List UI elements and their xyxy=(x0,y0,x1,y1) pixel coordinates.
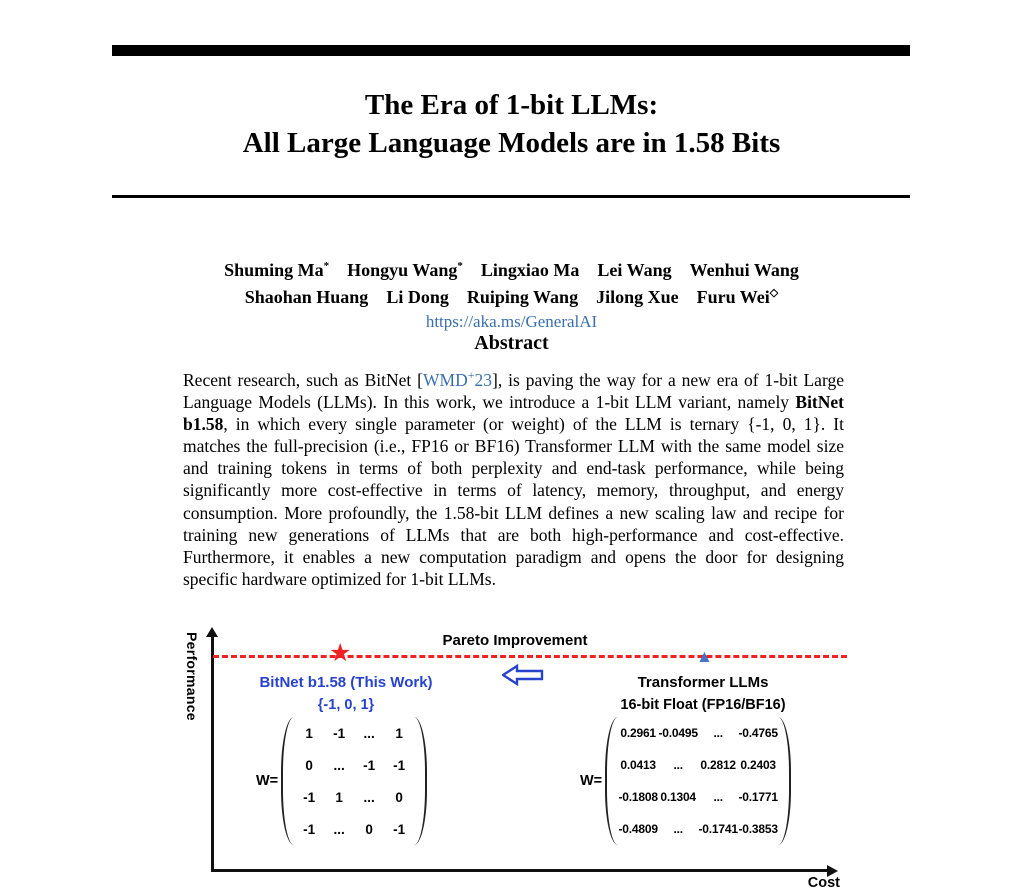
title-divider-rule xyxy=(112,195,910,198)
matrix-cell: ... xyxy=(363,725,375,741)
matrix-cell: -1 xyxy=(303,821,316,837)
author-name: Furu Wei◇ xyxy=(696,287,779,307)
left-block-arrow-icon xyxy=(502,664,544,686)
author-name: Lei Wang xyxy=(597,260,672,280)
matrix-grid xyxy=(618,717,778,845)
paper-title xyxy=(0,86,1023,162)
pareto-figure xyxy=(0,624,1023,890)
matrix-row xyxy=(294,717,414,749)
performance-dashed-line xyxy=(213,655,847,658)
abstract-run: , in which every single parameter (or weight) of the LLM is ternary {-1, 0, 1}. It matches the full-precision (i.e., FP16 or BF16) Transformer LLM with the same model size and training tokens in terms of both perplexity and end-task performance, while being significantly more cost-effective in terms of latency, memory, throughput, and energy consumption. More profoundly, the 1.58-bit LLM defines a new scaling law and recipe for training new generations of LLMs that are both high-performance and cost-effective. Furthermore, it enables a new computation paradigm and opens the door for designing specific hardware optimized for 1-bit LLMs. xyxy=(183,414,844,589)
abstract-text xyxy=(183,369,844,590)
author-name: Jilong Xue xyxy=(596,287,679,307)
citation-link[interactable]: + xyxy=(467,368,475,383)
matrix-cell: -0.4809 xyxy=(618,822,658,836)
w-equals-label: W= xyxy=(256,773,279,789)
matrix-row xyxy=(618,717,778,749)
abstract-heading: Abstract xyxy=(474,332,549,354)
matrix-cell: 0.2812 xyxy=(700,758,736,772)
author-name: Hongyu Wang* xyxy=(347,260,463,280)
matrix-cell: -1 xyxy=(363,757,376,773)
matrix-row xyxy=(618,749,778,781)
pareto-improvement-label: Pareto Improvement xyxy=(442,632,588,649)
matrix-cell: -0.3853 xyxy=(738,822,778,836)
ternary-weight-matrix xyxy=(256,716,427,846)
y-axis-label: Performance xyxy=(184,632,200,721)
triangle-marker-icon: ▲ xyxy=(696,647,713,666)
abstract-run: ], is paving the way for a new era of 1-bit Large Language Models (LLMs). In this work, we introduce a 1-bit LLM variant, namely xyxy=(183,370,844,413)
left-paren xyxy=(281,717,294,845)
matrix-cell: 0.2403 xyxy=(740,758,776,772)
matrix-cell: 0 xyxy=(365,821,373,837)
top-rule-thick xyxy=(112,45,910,56)
project-link[interactable]: https://aka.ms/GeneralAI xyxy=(425,312,598,331)
author-block xyxy=(0,255,1023,333)
matrix-cell: -1 xyxy=(303,789,316,805)
matrix-cell: 1 xyxy=(305,725,313,741)
matrix-cell: -1 xyxy=(393,757,406,773)
x-axis-label: Cost xyxy=(807,875,840,890)
paper-title-line-2: All Large Language Models are in 1.58 Bits xyxy=(242,127,781,159)
w-equals-label: W= xyxy=(580,773,603,789)
right-paren xyxy=(414,717,427,845)
matrix-row xyxy=(618,813,778,845)
right-paren xyxy=(778,717,791,845)
bitnet-sublabel: {-1, 0, 1} xyxy=(317,697,375,713)
matrix-row xyxy=(294,813,414,845)
abstract-run: Recent research, such as BitNet [ xyxy=(183,370,423,390)
fp16-weight-matrix xyxy=(580,716,791,846)
matrix-cell: 0.2961 xyxy=(620,726,656,740)
author-affiliation-mark: * xyxy=(457,260,463,272)
matrix-cell: ... xyxy=(673,758,683,772)
author-name: Ruiping Wang xyxy=(466,287,579,307)
left-paren xyxy=(605,717,618,845)
matrix-cell: ... xyxy=(363,789,375,805)
matrix-cell: ... xyxy=(673,822,683,836)
author-row-1 xyxy=(0,255,1023,282)
y-axis-line xyxy=(211,636,214,869)
matrix-cell: 0.0413 xyxy=(620,758,656,772)
transformer-sublabel: 16-bit Float (FP16/BF16) xyxy=(620,697,786,713)
author-name: Shuming Ma* xyxy=(224,260,330,280)
matrix-row xyxy=(618,781,778,813)
matrix-cell: -0.1808 xyxy=(618,790,658,804)
matrix-cell: -0.1771 xyxy=(738,790,778,804)
author-affiliation-mark: ◇ xyxy=(769,287,779,299)
matrix-cell: -0.0495 xyxy=(658,726,698,740)
matrix-cell: ... xyxy=(713,790,723,804)
paper-title-line-1: The Era of 1-bit LLMs: xyxy=(364,89,659,121)
matrix-cell: -0.4765 xyxy=(738,726,778,740)
author-affiliation-mark: * xyxy=(323,260,330,272)
matrix-cell: 0 xyxy=(395,789,403,805)
author-name: Li Dong xyxy=(386,287,449,307)
author-row-2 xyxy=(0,282,1023,309)
matrix-row xyxy=(294,781,414,813)
author-name: Wenhui Wang xyxy=(689,260,799,280)
matrix-cell: 0 xyxy=(305,757,313,773)
matrix-cell: -1 xyxy=(333,725,346,741)
citation-link[interactable]: 23 xyxy=(474,370,492,390)
matrix-cell: ... xyxy=(333,821,345,837)
matrix-grid xyxy=(294,717,414,845)
transformer-label: Transformer LLMs xyxy=(637,674,769,691)
bold-text: BitNet b1.58 xyxy=(183,392,844,435)
matrix-cell: 0.1304 xyxy=(660,790,696,804)
matrix-cell: 1 xyxy=(395,725,403,741)
matrix-row xyxy=(294,749,414,781)
matrix-cell: ... xyxy=(333,757,345,773)
matrix-cell: ... xyxy=(713,726,723,740)
star-marker-icon: ★ xyxy=(329,639,352,667)
author-name: Lingxiao Ma xyxy=(480,260,580,280)
matrix-cell: 1 xyxy=(335,789,343,805)
x-axis-line xyxy=(211,869,829,872)
citation-link[interactable]: WMD xyxy=(423,370,468,390)
author-name: Shaohan Huang xyxy=(244,287,369,307)
bitnet-label: BitNet b1.58 (This Work) xyxy=(259,674,433,691)
matrix-cell: -0.1741 xyxy=(698,822,738,836)
matrix-cell: -1 xyxy=(393,821,406,837)
